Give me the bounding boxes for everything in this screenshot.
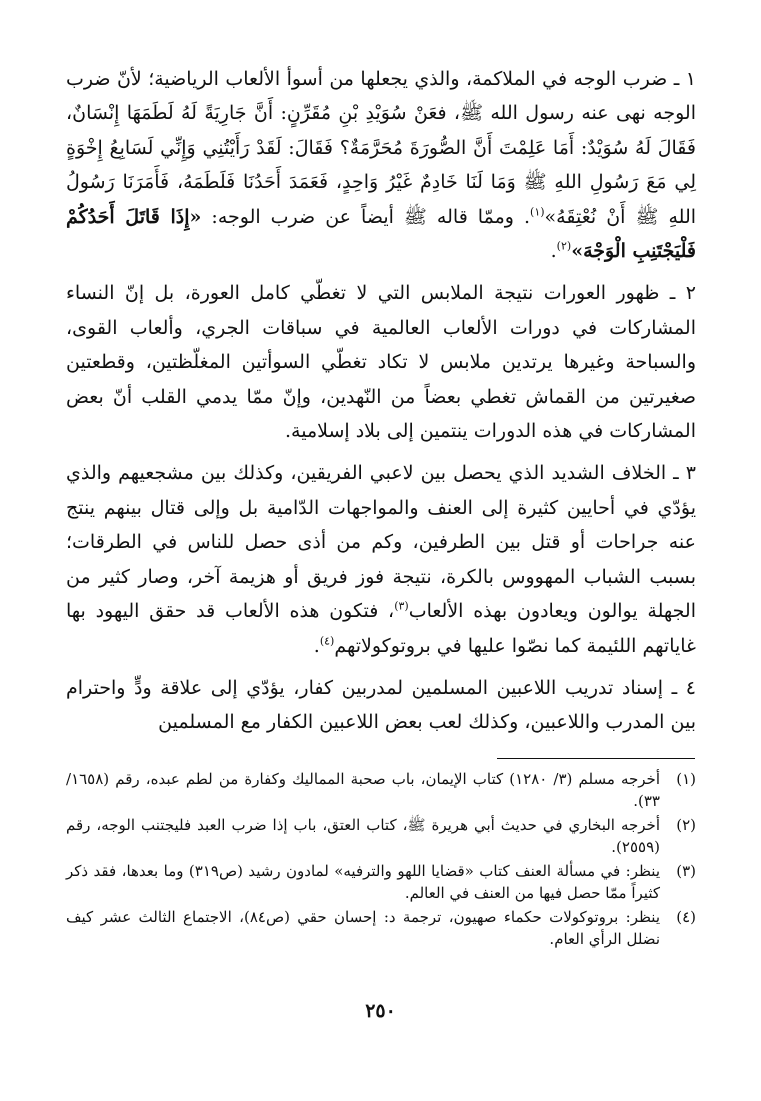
- main-text: [66, 62, 696, 748]
- paragraph-1-text-c: .: [550, 240, 557, 263]
- footnote-separator: [497, 758, 695, 759]
- footnote-1: [66, 768, 696, 812]
- footnote-3: [66, 860, 696, 904]
- paragraph-3-text-a: ٣ ـ الخلاف الشديد الذي يحصل بين لاعبي الفريقين، وكذلك بين مشجعيهم والذي يؤدّي في أحايين كثيرة إلى العنف والمواجهات الدّامية بل وإلى قتال بينهم ينتج عنه جراحات أو قتل بين الطرفين، وكم من أذى حصل للناس في الطرقات؛ بسبب الشباب المهووس بالكرة، نتيجة فوز فريق أو هزيمة آخر، وصار كثير من الجهلة يوالون ويعادون بهذه الألعاب: [66, 462, 696, 623]
- page-number: ٢٥٠: [365, 1000, 396, 1022]
- footnote-ref-2[interactable]: (٢): [556, 239, 572, 253]
- footnote-text: أخرجه البخاري في حديث أبي هريرة ﷺ، كتاب العتق، باب إذا ضرب العبد فليجتنب الوجه، رقم (٢٥٥٩).: [66, 816, 660, 856]
- paragraph-3-text-b: ، فتكون هذه الألعاب قد حقق اليهود بها غاياتهم اللئيمة كما نصّوا عليها في بروتوكولاتهم: [66, 600, 696, 657]
- footnote-ref-3[interactable]: (٣): [394, 599, 409, 613]
- paragraph-2: ٢ ـ ظهور العورات نتيجة الملابس التي لا تغطّي كامل العورة، بل إنّ النساء المشاركات في دورات الألعاب العالمية في سباقات الجري، وألعاب القوى، والسباحة وغيرها يرتدين ملابس لا تكاد تغطّي السوأتين المغلّظتين، وقطعتين صغيرتين من القماش تغطي بعضاً من النّهدين، وإنّ ممّا يدمي القلب أنّ بعض المشاركات في هذه الدورات ينتمين إلى بلاد إسلامية.: [66, 282, 696, 443]
- paragraph-1: [66, 62, 696, 268]
- footnote-ref-1[interactable]: (١): [530, 205, 545, 219]
- footnote-text: ينظر: بروتوكولات حكماء صهيون، ترجمة د: إحسان حقي (ص٨٤)، الاجتماع الثالث عشر كيف نضلل الرأي العام.: [66, 908, 660, 948]
- footnote-4: [66, 906, 696, 950]
- footnote-text: ينظر: في مسألة العنف كتاب «قضايا اللهو والترفيه» لمادون رشيد (ص٣١٩) وما بعدها، فقد ذكر كثيراً ممّا حصل فيها من العنف في العالم.: [66, 862, 660, 902]
- paragraph-3-text-c: .: [313, 634, 320, 657]
- paragraph-1-text-b: . وممّا قاله ﷺ أيضاً عن ضرب الوجه:: [201, 205, 531, 228]
- footnote-number: (٢): [676, 816, 696, 834]
- paragraph-3: [66, 456, 696, 662]
- footnote-number: (٤): [676, 908, 696, 926]
- footnotes: [66, 768, 696, 952]
- hadith-quote: «إِذَا قَاتَلَ أَحَدُكُمْ فَلْيَجْتَنِبِ الْوَجْهَ»: [66, 205, 696, 263]
- footnote-2: [66, 814, 696, 858]
- footnote-ref-4[interactable]: (٤): [319, 634, 335, 648]
- footnote-number: (١): [676, 770, 696, 788]
- footnote-text: أخرجه مسلم (٣/ ١٢٨٠) كتاب الإيمان، باب صحبة المماليك وكفارة من لطم عبده، رقم (١٦٥٨/ ٣٣).: [66, 770, 660, 810]
- paragraph-1-text-a: ١ ـ ضرب الوجه في الملاكمة، والذي يجعلها من أسوأ الألعاب الرياضية؛ لأنّ ضرب الوجه نهى عنه رسول الله ﷺ، فعَنْ سُوَيْدِ بْنِ مُقَرِّنٍ: أَنَّ جَارِيَةً لَهُ لَطَمَهَا إِنْسَانٌ، فَقَالَ لَهُ سُوَيْدٌ: أَمَا عَلِمْتَ أَنَّ الصُّورَةَ مُحَرَّمَةٌ؟ فَقَالَ: لَقَدْ رَأَيْتُنِي وَإِنِّي لَسَابِعُ إِخْوَةٍ لِي مَعَ رَسُولِ اللهِ ﷺ وَمَا لَنَا خَادِمٌ غَيْرُ وَاحِدٍ، فَعَمَدَ أَحَدُنَا فَلَطَمَهُ، فَأَمَرَنَا رَسُولُ اللهِ ﷺ أَنْ نُعْتِقَهُ»: [66, 68, 697, 228]
- paragraph-4: ٤ ـ إسناد تدريب اللاعبين المسلمين لمدربين كفار، يؤدّي إلى علاقة ودٍّ واحترام بين المدرب واللاعبين، وكذلك لعب بعض اللاعبين الكفار مع المسلمين: [66, 676, 696, 734]
- footnote-number: (٣): [676, 862, 696, 880]
